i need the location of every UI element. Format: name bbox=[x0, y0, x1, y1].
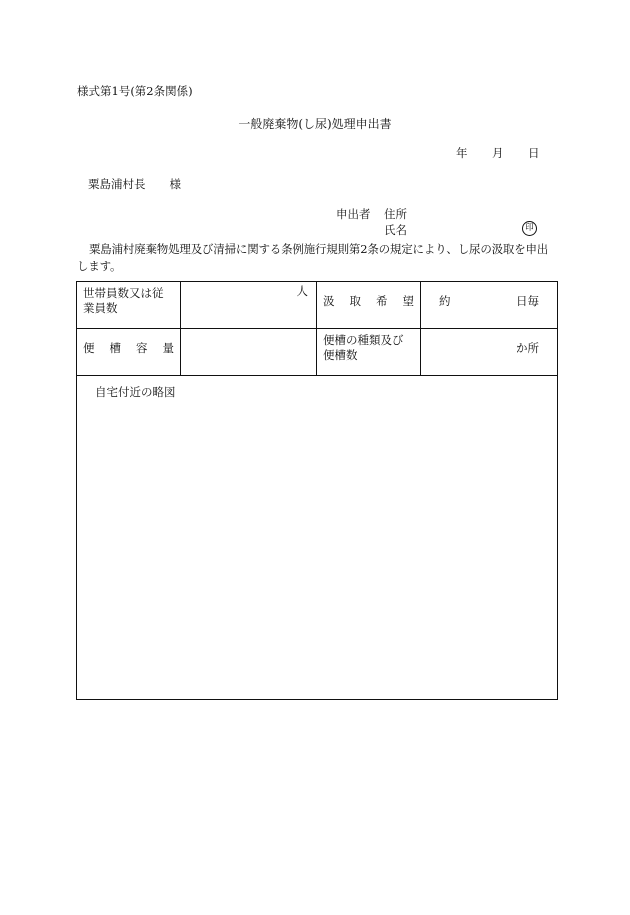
addressee bbox=[88, 176, 181, 192]
household-count-label: 世帯員数又は従業員数 bbox=[77, 282, 181, 329]
tank-capacity-label: 便槽容量 bbox=[77, 329, 181, 376]
body-text: 粟島浦村廃棄物処理及び清掃に関する条例施行規則第2条の規定により、し尿の汲取を申出します。 bbox=[77, 242, 549, 273]
application-table bbox=[76, 281, 558, 700]
tank-count-unit: か所 bbox=[516, 341, 539, 355]
applicant-name-label: 氏名 bbox=[384, 223, 407, 237]
tank-capacity-field[interactable] bbox=[181, 329, 317, 376]
applicant-address-label: 住所 bbox=[384, 207, 407, 221]
form-title: 一般廃棄物(し尿)処理申出書 bbox=[238, 117, 392, 131]
household-count-field[interactable] bbox=[181, 282, 317, 329]
addressee-honorific: 様 bbox=[169, 177, 181, 191]
map-sketch-area[interactable] bbox=[77, 376, 558, 700]
seal-mark: 印 bbox=[522, 221, 537, 236]
tank-count-field[interactable] bbox=[421, 329, 558, 376]
collection-unit: 日毎 bbox=[516, 294, 539, 308]
map-label: 自宅付近の略図 bbox=[95, 385, 176, 399]
collection-request-label: 汲取希望 bbox=[317, 282, 421, 329]
date-day-label: 日 bbox=[528, 146, 540, 160]
date-month-label: 月 bbox=[492, 146, 504, 160]
table-row bbox=[77, 376, 558, 700]
applicant-label: 申出者 bbox=[336, 207, 371, 221]
table-row bbox=[77, 329, 558, 376]
date-year-label: 年 bbox=[456, 146, 468, 160]
table-row bbox=[77, 282, 558, 329]
collection-interval-field[interactable] bbox=[421, 282, 558, 329]
tank-type-label: 便槽の種類及び便槽数 bbox=[317, 329, 421, 376]
addressee-name: 粟島浦村長 bbox=[88, 177, 146, 191]
collection-prefix: 約 bbox=[439, 294, 451, 308]
household-unit: 人 bbox=[296, 284, 308, 298]
form-number: 様式第1号(第2条関係) bbox=[77, 84, 193, 98]
